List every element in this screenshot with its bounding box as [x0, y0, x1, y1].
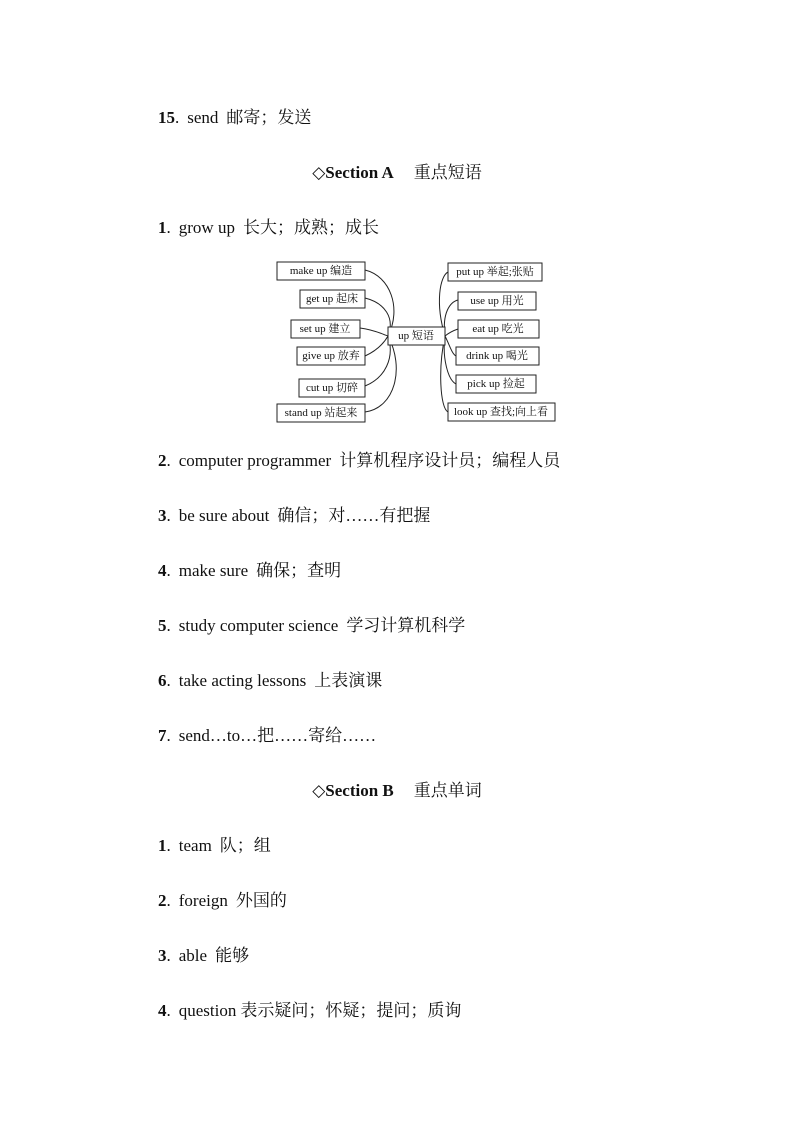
item-number: 3 [158, 946, 167, 965]
diamond-icon: ◇ [312, 163, 326, 182]
item-separator: . [166, 671, 171, 690]
phrase-item-3 [158, 505, 430, 527]
vocab-item-15 [158, 107, 311, 129]
item-meaning: 邮寄；发送 [226, 108, 312, 127]
phrase-item-1 [158, 217, 379, 239]
mindmap-node-set-up [291, 320, 360, 338]
section-title: 重点单词 [413, 781, 482, 800]
item-term: grow up [178, 218, 235, 237]
item-number: 2 [158, 891, 167, 910]
item-number: 6 [158, 671, 167, 690]
node-label: make up 编造 [289, 265, 353, 277]
section-b-heading [0, 780, 794, 802]
item-separator: . [166, 1001, 171, 1020]
node-label: look up 查找;向上看 [453, 406, 549, 418]
mindmap-center-node [388, 327, 445, 345]
mindmap-node-put-up [448, 263, 542, 281]
node-label: stand up 站起来 [284, 407, 358, 419]
item-meaning: 学习计算机科学 [346, 616, 466, 635]
item-term: be sure about [178, 506, 270, 525]
node-label: use up 用光 [470, 295, 524, 307]
section-label: Section A [325, 163, 394, 182]
item-meaning: 计算机程序设计员；编程人员 [339, 451, 561, 470]
phrase-item-4 [158, 560, 341, 582]
mindmap-node-cut-up [299, 379, 365, 397]
item-term: question [178, 1001, 237, 1020]
item-separator: . [166, 218, 171, 237]
mindmap-node-use-up [458, 292, 536, 310]
item-meaning: 上表演课 [314, 671, 383, 690]
item-term: send [187, 108, 219, 127]
phrase-item-6 [158, 670, 382, 692]
item-number: 5 [158, 616, 167, 635]
item-separator: . [166, 726, 171, 745]
mindmap-node-pick-up [456, 375, 536, 393]
item-meaning: 确保；查明 [256, 561, 342, 580]
word-item-1 [158, 835, 271, 857]
item-meaning: 能够 [215, 946, 250, 965]
mindmap-node-stand-up [277, 404, 365, 422]
item-term: foreign [178, 891, 228, 910]
mindmap-node-eat-up [458, 320, 539, 338]
node-label: give up 放弃 [302, 350, 360, 362]
item-term: study computer science [178, 616, 339, 635]
item-separator: . [166, 616, 171, 635]
section-title: 重点短语 [413, 163, 482, 182]
item-meaning: 队；组 [219, 836, 271, 855]
node-label: set up 建立 [299, 323, 351, 335]
node-label: get up 起床 [306, 293, 358, 305]
node-label: eat up 吃光 [472, 323, 524, 335]
mindmap-node-look-up [448, 403, 555, 421]
mindmap-node-make-up [277, 262, 365, 280]
node-label: cut up 切碎 [306, 382, 358, 394]
item-meaning: 长大；成熟；成长 [242, 218, 379, 237]
center-label: up 短语 [398, 330, 434, 342]
word-item-2 [158, 890, 287, 912]
word-item-4 [158, 1000, 461, 1022]
item-separator: . [175, 108, 180, 127]
item-separator: . [166, 561, 171, 580]
item-term: able [178, 946, 208, 965]
item-meaning: 外国的 [235, 891, 287, 910]
item-separator: . [166, 891, 171, 910]
mindmap-node-get-up [300, 290, 365, 308]
item-term: computer programmer [178, 451, 332, 470]
phrase-item-7 [158, 725, 376, 747]
node-label: pick up 捡起 [467, 378, 525, 390]
up-phrases-mindmap [270, 258, 570, 428]
item-term: send…to…把……寄给…… [178, 726, 377, 745]
diamond-icon: ◇ [312, 781, 326, 800]
item-separator: . [166, 946, 171, 965]
phrase-item-2 [158, 450, 560, 472]
section-label: Section B [325, 781, 394, 800]
item-number: 7 [158, 726, 167, 745]
mindmap-node-drink-up [456, 347, 539, 365]
item-separator: . [166, 451, 171, 470]
phrase-item-5 [158, 615, 465, 637]
item-term: take acting lessons [178, 671, 307, 690]
word-item-3 [158, 945, 249, 967]
item-number: 4 [158, 561, 167, 580]
item-term: make sure [178, 561, 249, 580]
node-label: drink up 喝光 [466, 350, 528, 362]
item-term: team [178, 836, 212, 855]
item-number: 2 [158, 451, 167, 470]
item-number: 1 [158, 836, 167, 855]
section-a-heading [0, 162, 794, 184]
item-number: 4 [158, 1001, 167, 1020]
item-meaning: 表示疑问；怀疑；提问；质询 [240, 1001, 462, 1020]
mindmap-node-give-up [297, 347, 365, 365]
item-number: 3 [158, 506, 167, 525]
item-meaning: 确信；对……有把握 [277, 506, 431, 525]
node-label: put up 举起;张贴 [456, 266, 534, 278]
item-number: 15 [158, 108, 175, 127]
item-number: 1 [158, 218, 167, 237]
item-separator: . [166, 836, 171, 855]
item-separator: . [166, 506, 171, 525]
